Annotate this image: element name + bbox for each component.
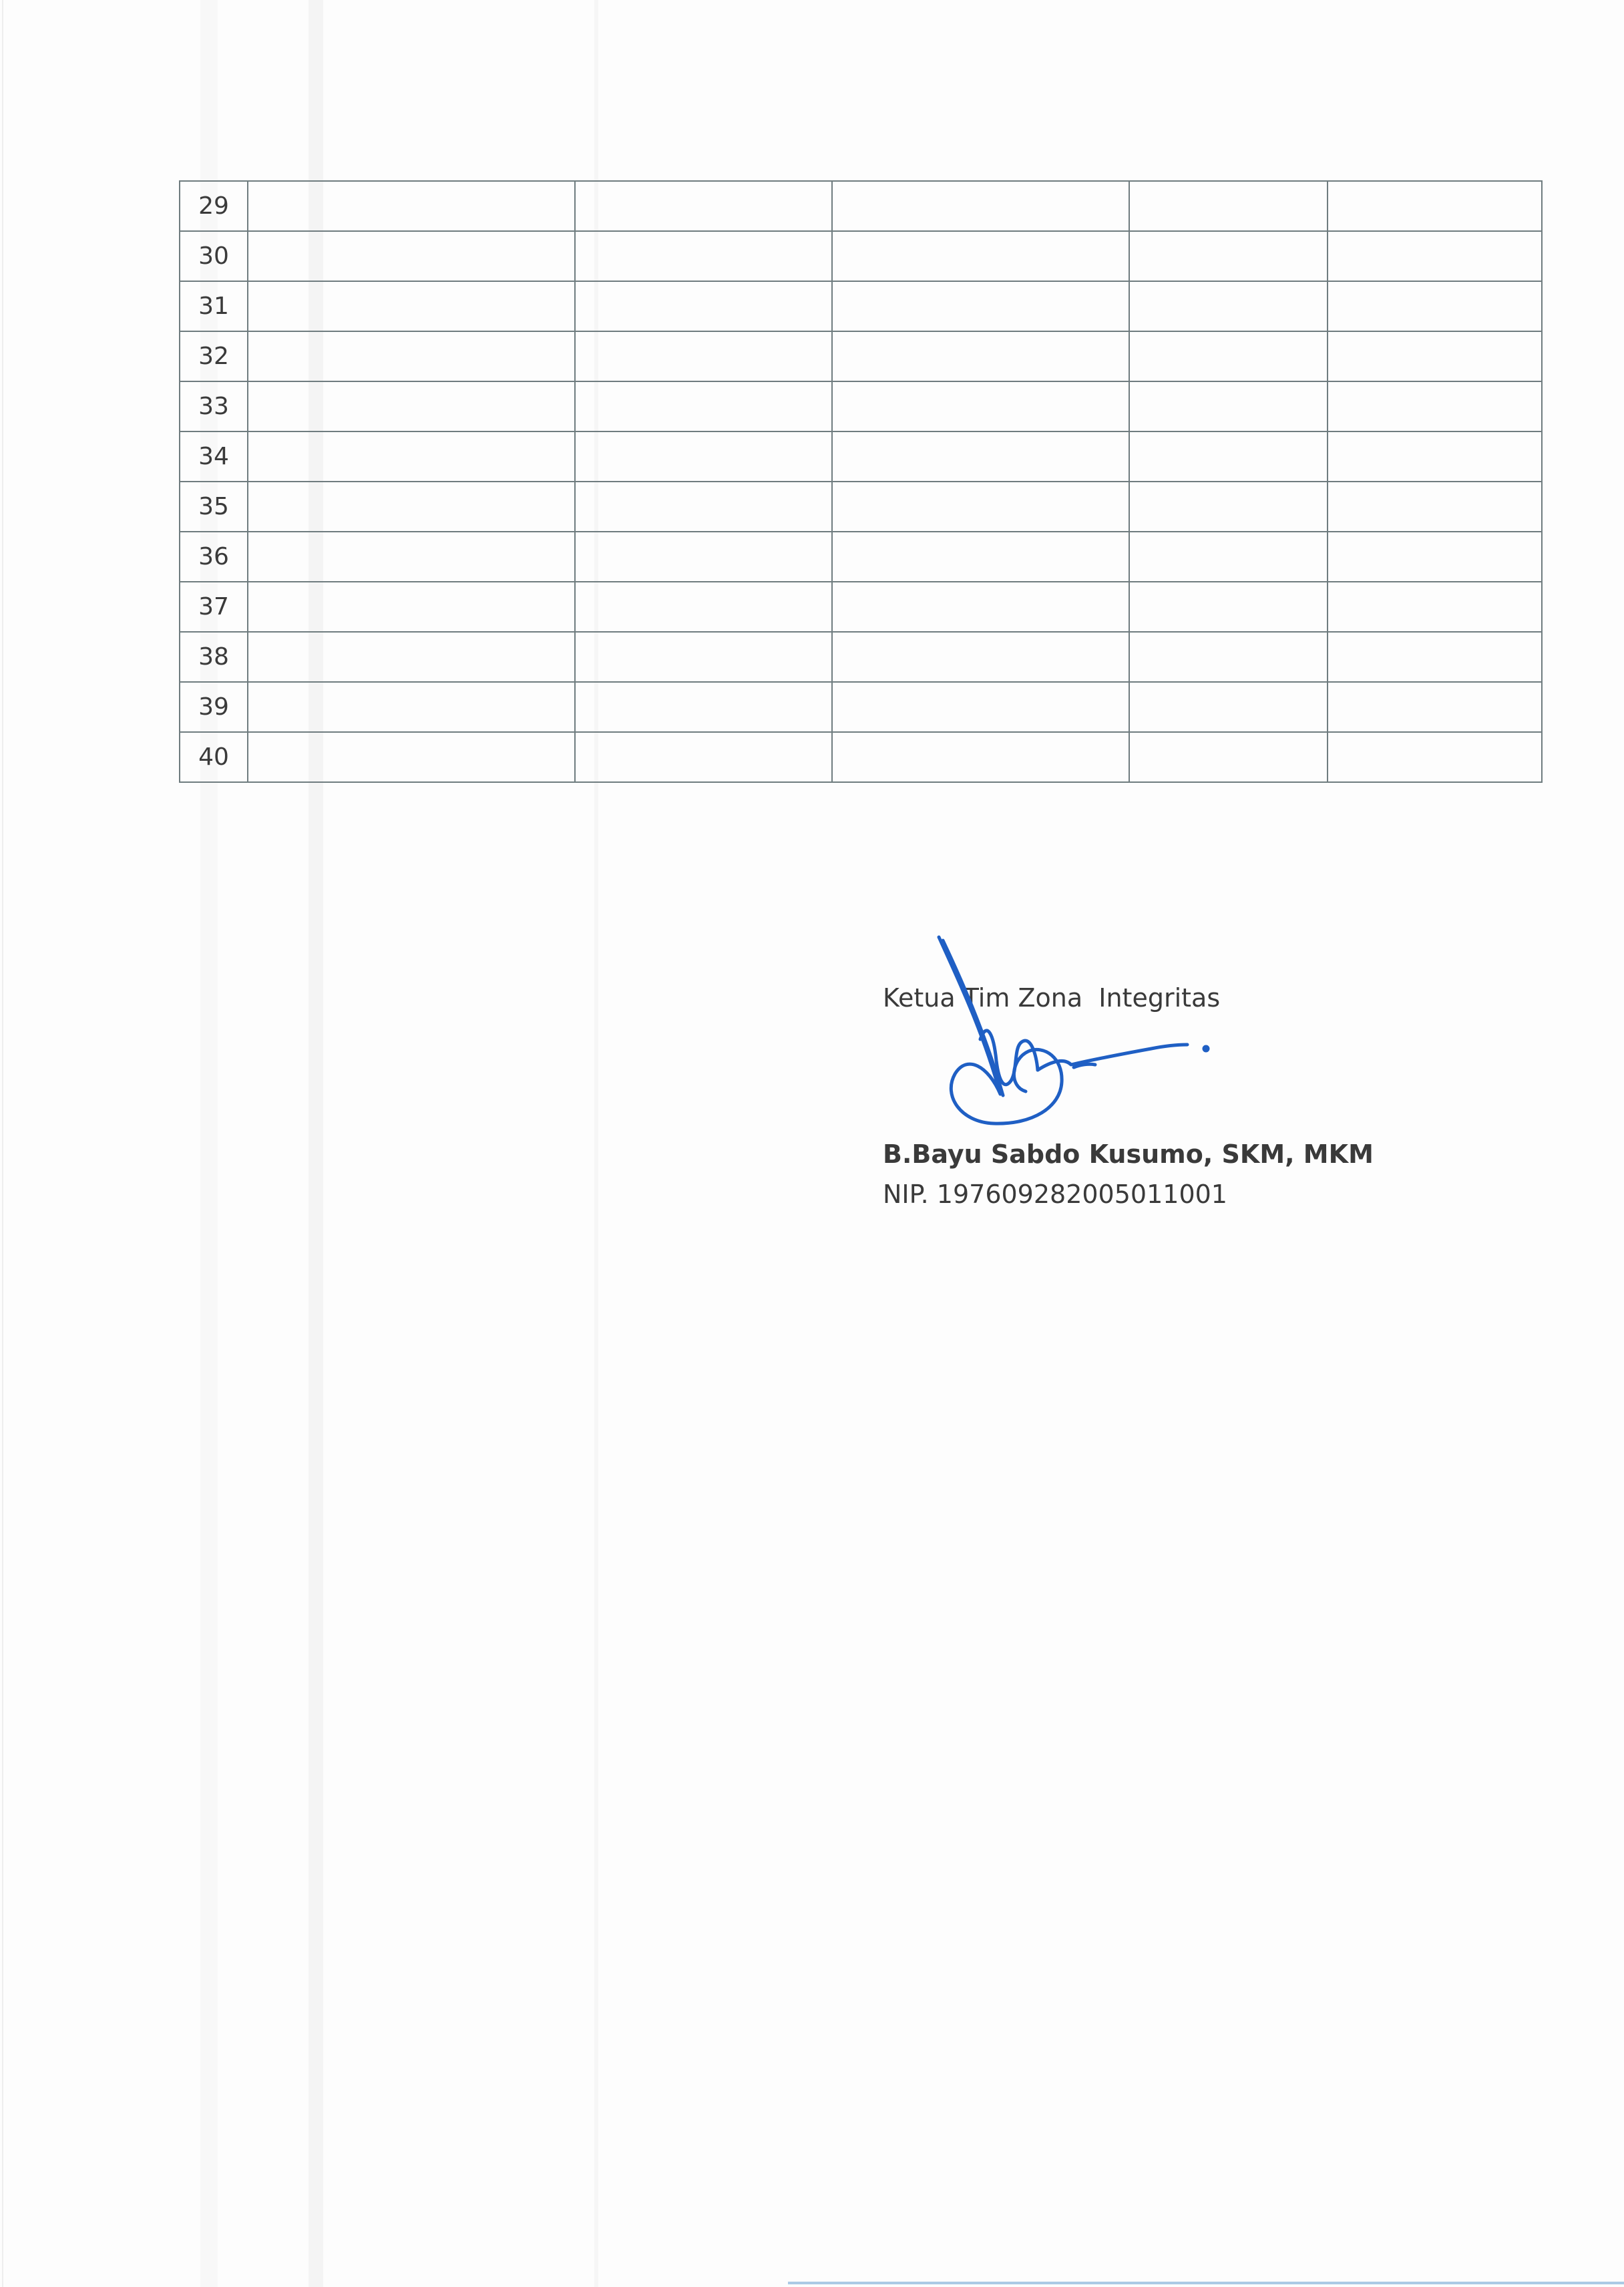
table-row (180, 181, 1542, 231)
row-number-cell: 29 (180, 181, 248, 231)
empty-cell (575, 582, 832, 632)
empty-cell (248, 281, 575, 331)
empty-cell (575, 381, 832, 431)
scan-streak (2, 0, 3, 2287)
empty-cell (575, 732, 832, 782)
scan-edge-line (788, 2282, 1624, 2284)
empty-cell (832, 532, 1129, 582)
table-row (180, 281, 1542, 331)
empty-cell (832, 231, 1129, 281)
empty-cell (248, 632, 575, 682)
row-number-cell: 30 (180, 231, 248, 281)
empty-cell (1328, 482, 1542, 532)
empty-cell (1328, 331, 1542, 381)
empty-cell (832, 431, 1129, 482)
row-number-cell: 35 (180, 482, 248, 532)
empty-cell (832, 381, 1129, 431)
empty-cell (248, 381, 575, 431)
table-row (180, 431, 1542, 482)
row-number-cell: 34 (180, 431, 248, 482)
empty-cell (1129, 331, 1328, 381)
empty-cell (832, 281, 1129, 331)
row-number-cell: 40 (180, 732, 248, 782)
empty-cell (575, 331, 832, 381)
empty-cell (832, 632, 1129, 682)
empty-cell (1328, 732, 1542, 782)
empty-cell (575, 532, 832, 582)
empty-cell (1129, 732, 1328, 782)
empty-cell (248, 331, 575, 381)
signatory-nip: NIP. 197609282005011001 (883, 1180, 1227, 1209)
handwritten-signature (914, 927, 1221, 1148)
empty-cell (1129, 532, 1328, 582)
empty-cell (1129, 482, 1328, 532)
empty-cell (575, 482, 832, 532)
empty-cell (248, 682, 575, 732)
table-row (180, 732, 1542, 782)
empty-cell (248, 532, 575, 582)
empty-cell (1129, 381, 1328, 431)
empty-cell (1328, 281, 1542, 331)
table-row (180, 482, 1542, 532)
empty-cell (575, 231, 832, 281)
empty-cell (575, 281, 832, 331)
row-number-cell: 38 (180, 632, 248, 682)
table-body (180, 181, 1542, 782)
empty-cell (832, 732, 1129, 782)
empty-cell (1129, 582, 1328, 632)
empty-cell (575, 682, 832, 732)
row-number-cell: 31 (180, 281, 248, 331)
data-table (179, 180, 1543, 783)
empty-cell (832, 482, 1129, 532)
empty-cell (1129, 632, 1328, 682)
empty-cell (248, 231, 575, 281)
empty-cell (248, 431, 575, 482)
empty-cell (832, 682, 1129, 732)
signatory-name: B.Bayu Sabdo Kusumo, SKM, MKM (883, 1139, 1374, 1169)
empty-cell (1328, 231, 1542, 281)
row-number-cell: 33 (180, 381, 248, 431)
empty-cell (1129, 181, 1328, 231)
empty-cell (575, 431, 832, 482)
row-number-cell: 39 (180, 682, 248, 732)
empty-cell (1328, 431, 1542, 482)
empty-cell (575, 181, 832, 231)
empty-cell (575, 632, 832, 682)
empty-cell (832, 582, 1129, 632)
table-row (180, 381, 1542, 431)
empty-cell (1328, 682, 1542, 732)
empty-cell (832, 331, 1129, 381)
empty-cell (1328, 181, 1542, 231)
table-row (180, 582, 1542, 632)
empty-cell (1328, 532, 1542, 582)
table-row (180, 632, 1542, 682)
empty-cell (248, 582, 575, 632)
row-number-cell: 37 (180, 582, 248, 632)
table-row (180, 231, 1542, 281)
signatory-title: Ketua Tim Zona Integritas (883, 983, 1221, 1013)
table-row (180, 682, 1542, 732)
empty-cell (1129, 281, 1328, 331)
table-row (180, 331, 1542, 381)
empty-cell (248, 482, 575, 532)
table-row (180, 532, 1542, 582)
row-number-cell: 32 (180, 331, 248, 381)
row-number-cell: 36 (180, 532, 248, 582)
empty-cell (1328, 632, 1542, 682)
empty-cell (1328, 381, 1542, 431)
empty-cell (1129, 682, 1328, 732)
empty-cell (248, 181, 575, 231)
empty-cell (1129, 231, 1328, 281)
empty-cell (832, 181, 1129, 231)
empty-cell (248, 732, 575, 782)
empty-cell (1129, 431, 1328, 482)
empty-cell (1328, 582, 1542, 632)
